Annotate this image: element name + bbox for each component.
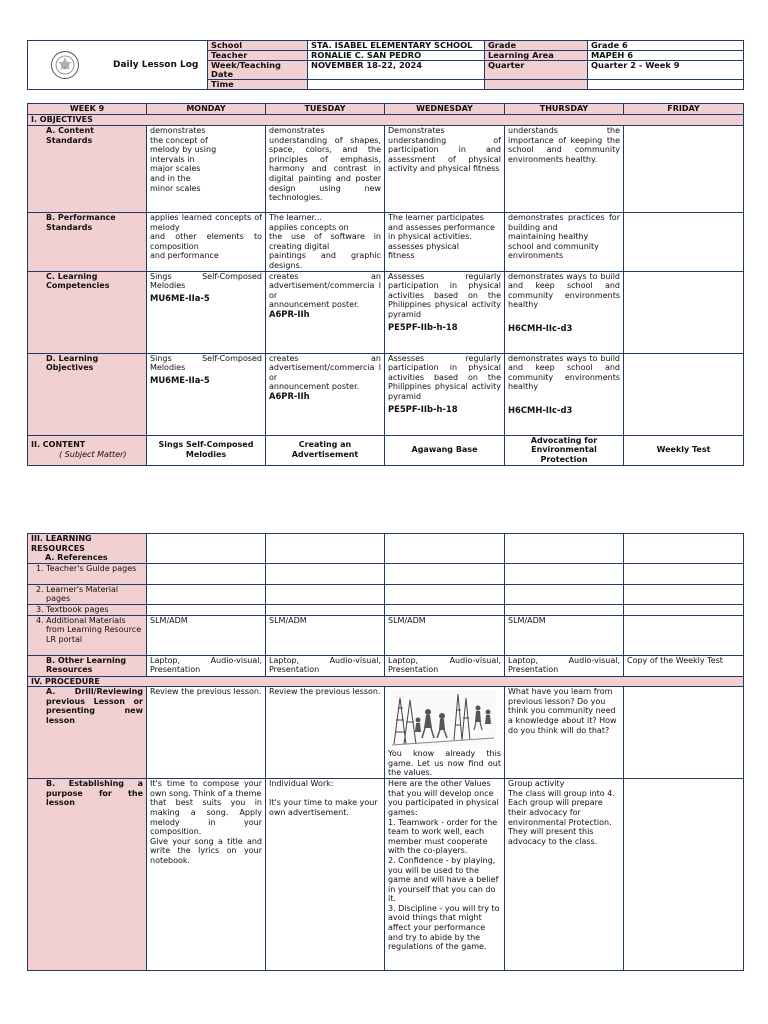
performance-standards-tue: The learner... applies concepts on the use of software in creating digital paintings and graphic designs.: [266, 213, 385, 272]
content-standards-fri: [624, 126, 744, 213]
purpose-label: B. Establishing a purpose for the lesson: [28, 779, 147, 971]
drill-tue: Review the previous lesson.: [266, 687, 385, 779]
additional-fri: [624, 615, 744, 655]
content-standards-thu: understands the importance of keeping the school and community environments healthy.: [505, 126, 624, 213]
learning-objectives-thu-code: H6CMH-IIc-d3: [508, 404, 573, 415]
references-label: A. References: [45, 553, 108, 563]
learning-objectives-tue-text: creates an advertisement/commercia l or announcement poster.: [269, 353, 381, 392]
lm-mon: [147, 584, 266, 604]
tg-mon: [147, 563, 266, 584]
performance-standards-thu: demonstrates practices for building and maintaining healthy school and community environments: [505, 213, 624, 272]
learners-material-label: 2. Learner's Material pages: [28, 584, 147, 604]
resources-tue: [266, 534, 385, 564]
header-table: [27, 40, 744, 90]
learning-competencies-tue: [266, 271, 385, 353]
content-standards-label: A. Content Standards: [28, 126, 147, 213]
time-empty-value: [588, 80, 744, 90]
learning-objectives-tue-code: A6PR-IIh: [269, 390, 310, 401]
content-wed: Agawang Base: [385, 435, 505, 465]
day-wednesday: WEDNESDAY: [385, 104, 505, 115]
lm-fri: [624, 584, 744, 604]
resources-heading-cell: [28, 534, 147, 564]
learning-competencies-tue-text: creates an advertisement/commercia l or announcement poster.: [269, 271, 381, 310]
tg-wed: [385, 563, 505, 584]
purpose-fri: [624, 779, 744, 971]
week-value: NOVEMBER 18-22, 2024: [308, 61, 485, 80]
teacher-label: Teacher: [208, 51, 308, 61]
day-monday: MONDAY: [147, 104, 266, 115]
time-label: Time: [208, 80, 308, 90]
week-label: Week/Teaching Date: [208, 61, 308, 80]
lm-thu: [505, 584, 624, 604]
tg-fri: [624, 563, 744, 584]
tb-wed: [385, 604, 505, 615]
learning-competencies-tue-code: A6PR-IIh: [269, 308, 310, 319]
tb-fri: [624, 604, 744, 615]
tg-tue: [266, 563, 385, 584]
content-standards-tue: demonstrates understanding of shapes, space, colors, and the principles of emphasis, harmony and contrast in digital painting and poster design using new technologies.: [266, 126, 385, 213]
grade-label: Grade: [485, 41, 588, 51]
objectives-table: [27, 103, 744, 466]
lm-wed: [385, 584, 505, 604]
school-value: STA. ISABEL ELEMENTARY SCHOOL: [308, 41, 485, 51]
performance-standards-mon: applies learned concepts of melody and other elements to composition and performance: [147, 213, 266, 272]
other-tue: Laptop, Audio-visual, Presentation: [266, 655, 385, 676]
grade-value: Grade 6: [588, 41, 744, 51]
learning-competencies-wed: [385, 271, 505, 353]
teachers-guide-label: 1. Teacher's Guide pages: [28, 563, 147, 584]
resources-procedure-table: [27, 533, 744, 971]
additional-materials-label: 4. Additional Materials from Learning Resource LR portal: [28, 615, 147, 655]
learning-competencies-mon-code: MU6ME-IIa-5: [150, 292, 210, 303]
document-title: Daily Lesson Log: [113, 59, 199, 70]
tg-thu: [505, 563, 624, 584]
day-friday: FRIDAY: [624, 104, 744, 115]
content-thu: Advocating for Environmental Protection: [505, 435, 624, 465]
time-value: [308, 80, 485, 90]
tb-mon: [147, 604, 266, 615]
content-standards-wed: Demonstrates understanding of participation in and assessment of physical activity and physical fitness: [385, 126, 505, 213]
header-logo-cell: [28, 41, 208, 90]
purpose-mon: It's time to compose your own song. Think of a theme that best suits you in making a song. Apply melody in your composition. Give your song a title and write the lyrics on your notebook.: [147, 779, 266, 971]
quarter-value: Quarter 2 - Week 9: [588, 61, 744, 80]
drill-wed: [385, 687, 505, 779]
learning-area-label: Learning Area: [485, 51, 588, 61]
purpose-thu: Group activity The class will group into 4. Each group will prepare their advocacy for environmental Protection. They will present this advocacy to the class.: [505, 779, 624, 971]
objectives-heading: I. OBJECTIVES: [28, 115, 744, 126]
learning-competencies-thu-code: H6CMH-IIc-d3: [508, 322, 573, 333]
learning-competencies-thu-text: demonstrates ways to build and keep school and community environments healthy: [508, 271, 620, 310]
learning-competencies-label: C. Learning Competencies: [28, 271, 147, 353]
resources-fri: [624, 534, 744, 564]
additional-mon: SLM/ADM: [147, 615, 266, 655]
drill-fri: [624, 687, 744, 779]
content-mon: Sings Self-Composed Melodies: [147, 435, 266, 465]
drill-wed-text: You know already this game. Let us now find out the values.: [388, 749, 501, 778]
content-tue: Creating an Advertisement: [266, 435, 385, 465]
other-fri: Copy of the Weekly Test: [624, 655, 744, 676]
drill-thu: What have you learn from previous lesson? Do you think you community need a knowledge about it? How do you think will do that?: [505, 687, 624, 779]
learning-competencies-thu: [505, 271, 624, 353]
lm-tue: [266, 584, 385, 604]
procedure-heading: IV. PROCEDURE: [28, 676, 744, 687]
other-mon: Laptop, Audio-visual, Presentation: [147, 655, 266, 676]
agawang-base-illustration: [390, 690, 496, 746]
learning-objectives-wed: [385, 353, 505, 435]
day-thursday: THURSDAY: [505, 104, 624, 115]
other-resources-label: B. Other Learning Resources: [28, 655, 147, 676]
learning-competencies-mon-text: Sings Self-Composed Melodies: [150, 271, 262, 291]
content-label-cell: [28, 435, 147, 465]
performance-standards-fri: [624, 213, 744, 272]
resources-wed: [385, 534, 505, 564]
other-thu: Laptop, Audio-visual, Presentation: [505, 655, 624, 676]
day-tuesday: TUESDAY: [266, 104, 385, 115]
learning-competencies-fri: [624, 271, 744, 353]
learning-area-value: MAPEH 6: [588, 51, 744, 61]
other-wed: Laptop, Audio-visual, Presentation: [385, 655, 505, 676]
learning-competencies-wed-code: PE5PF-IIb-h-18: [388, 321, 458, 332]
learning-competencies-wed-text: Assesses regularly participation in physical activities based on the Philippines physical activity pyramid: [388, 271, 501, 319]
learning-objectives-label: D. Learning Objectives: [28, 353, 147, 435]
school-label: School: [208, 41, 308, 51]
learning-objectives-mon-text: Sings Self-Composed Melodies: [150, 353, 262, 373]
textbook-label: 3. Textbook pages: [28, 604, 147, 615]
content-fri: Weekly Test: [624, 435, 744, 465]
learning-objectives-thu: [505, 353, 624, 435]
learning-objectives-wed-code: PE5PF-IIb-h-18: [388, 403, 458, 414]
content-sublabel: ( Subject Matter): [59, 450, 127, 460]
content-standards-mon: demonstrates the concept of melody by using intervals in major scales and in the minor scales: [147, 126, 266, 213]
learning-objectives-mon-code: MU6ME-IIa-5: [150, 374, 210, 385]
learning-objectives-mon: [147, 353, 266, 435]
drill-mon: Review the previous lesson.: [147, 687, 266, 779]
time-empty-label: [485, 80, 588, 90]
learning-objectives-thu-text: demonstrates ways to build and keep school and community environments healthy: [508, 353, 620, 392]
resources-thu: [505, 534, 624, 564]
tb-tue: [266, 604, 385, 615]
deped-seal-icon: [50, 50, 80, 80]
performance-standards-label: B. Performance Standards: [28, 213, 147, 272]
resources-heading: III. LEARNING RESOURCES: [31, 534, 92, 553]
teacher-value: RONALIE C. SAN PEDRO: [308, 51, 485, 61]
purpose-tue: Individual Work: It's your time to make your own advertisement.: [266, 779, 385, 971]
additional-tue: SLM/ADM: [266, 615, 385, 655]
week-heading: WEEK 9: [28, 104, 147, 115]
learning-objectives-wed-text: Assesses regularly participation in physical activities based on the Philippines physical activity pyramid: [388, 353, 501, 401]
additional-wed: SLM/ADM: [385, 615, 505, 655]
performance-standards-wed: The learner participates and assesses performance in physical activities. assesses physical fitness: [385, 213, 505, 272]
tb-thu: [505, 604, 624, 615]
learning-objectives-tue: [266, 353, 385, 435]
content-label: II. CONTENT: [31, 440, 86, 450]
quarter-label: Quarter: [485, 61, 588, 80]
resources-mon: [147, 534, 266, 564]
drill-label: A. Drill/Reviewing previous Lesson or presenting new lesson: [28, 687, 147, 779]
additional-thu: SLM/ADM: [505, 615, 624, 655]
purpose-wed: Here are the other Values that you will develop once you participated in physical games: 1. Teamwork - order for the team to work well, each member must cooperate with the co-players. 2. Confidence - by playing, you will be used to the game and will have a belief in yourself that you can do it. 3. Discipline - you will try to avoid things that might affect your performance and try to abide by the regulations of the game.: [385, 779, 505, 971]
learning-objectives-fri: [624, 353, 744, 435]
learning-competencies-mon: [147, 271, 266, 353]
